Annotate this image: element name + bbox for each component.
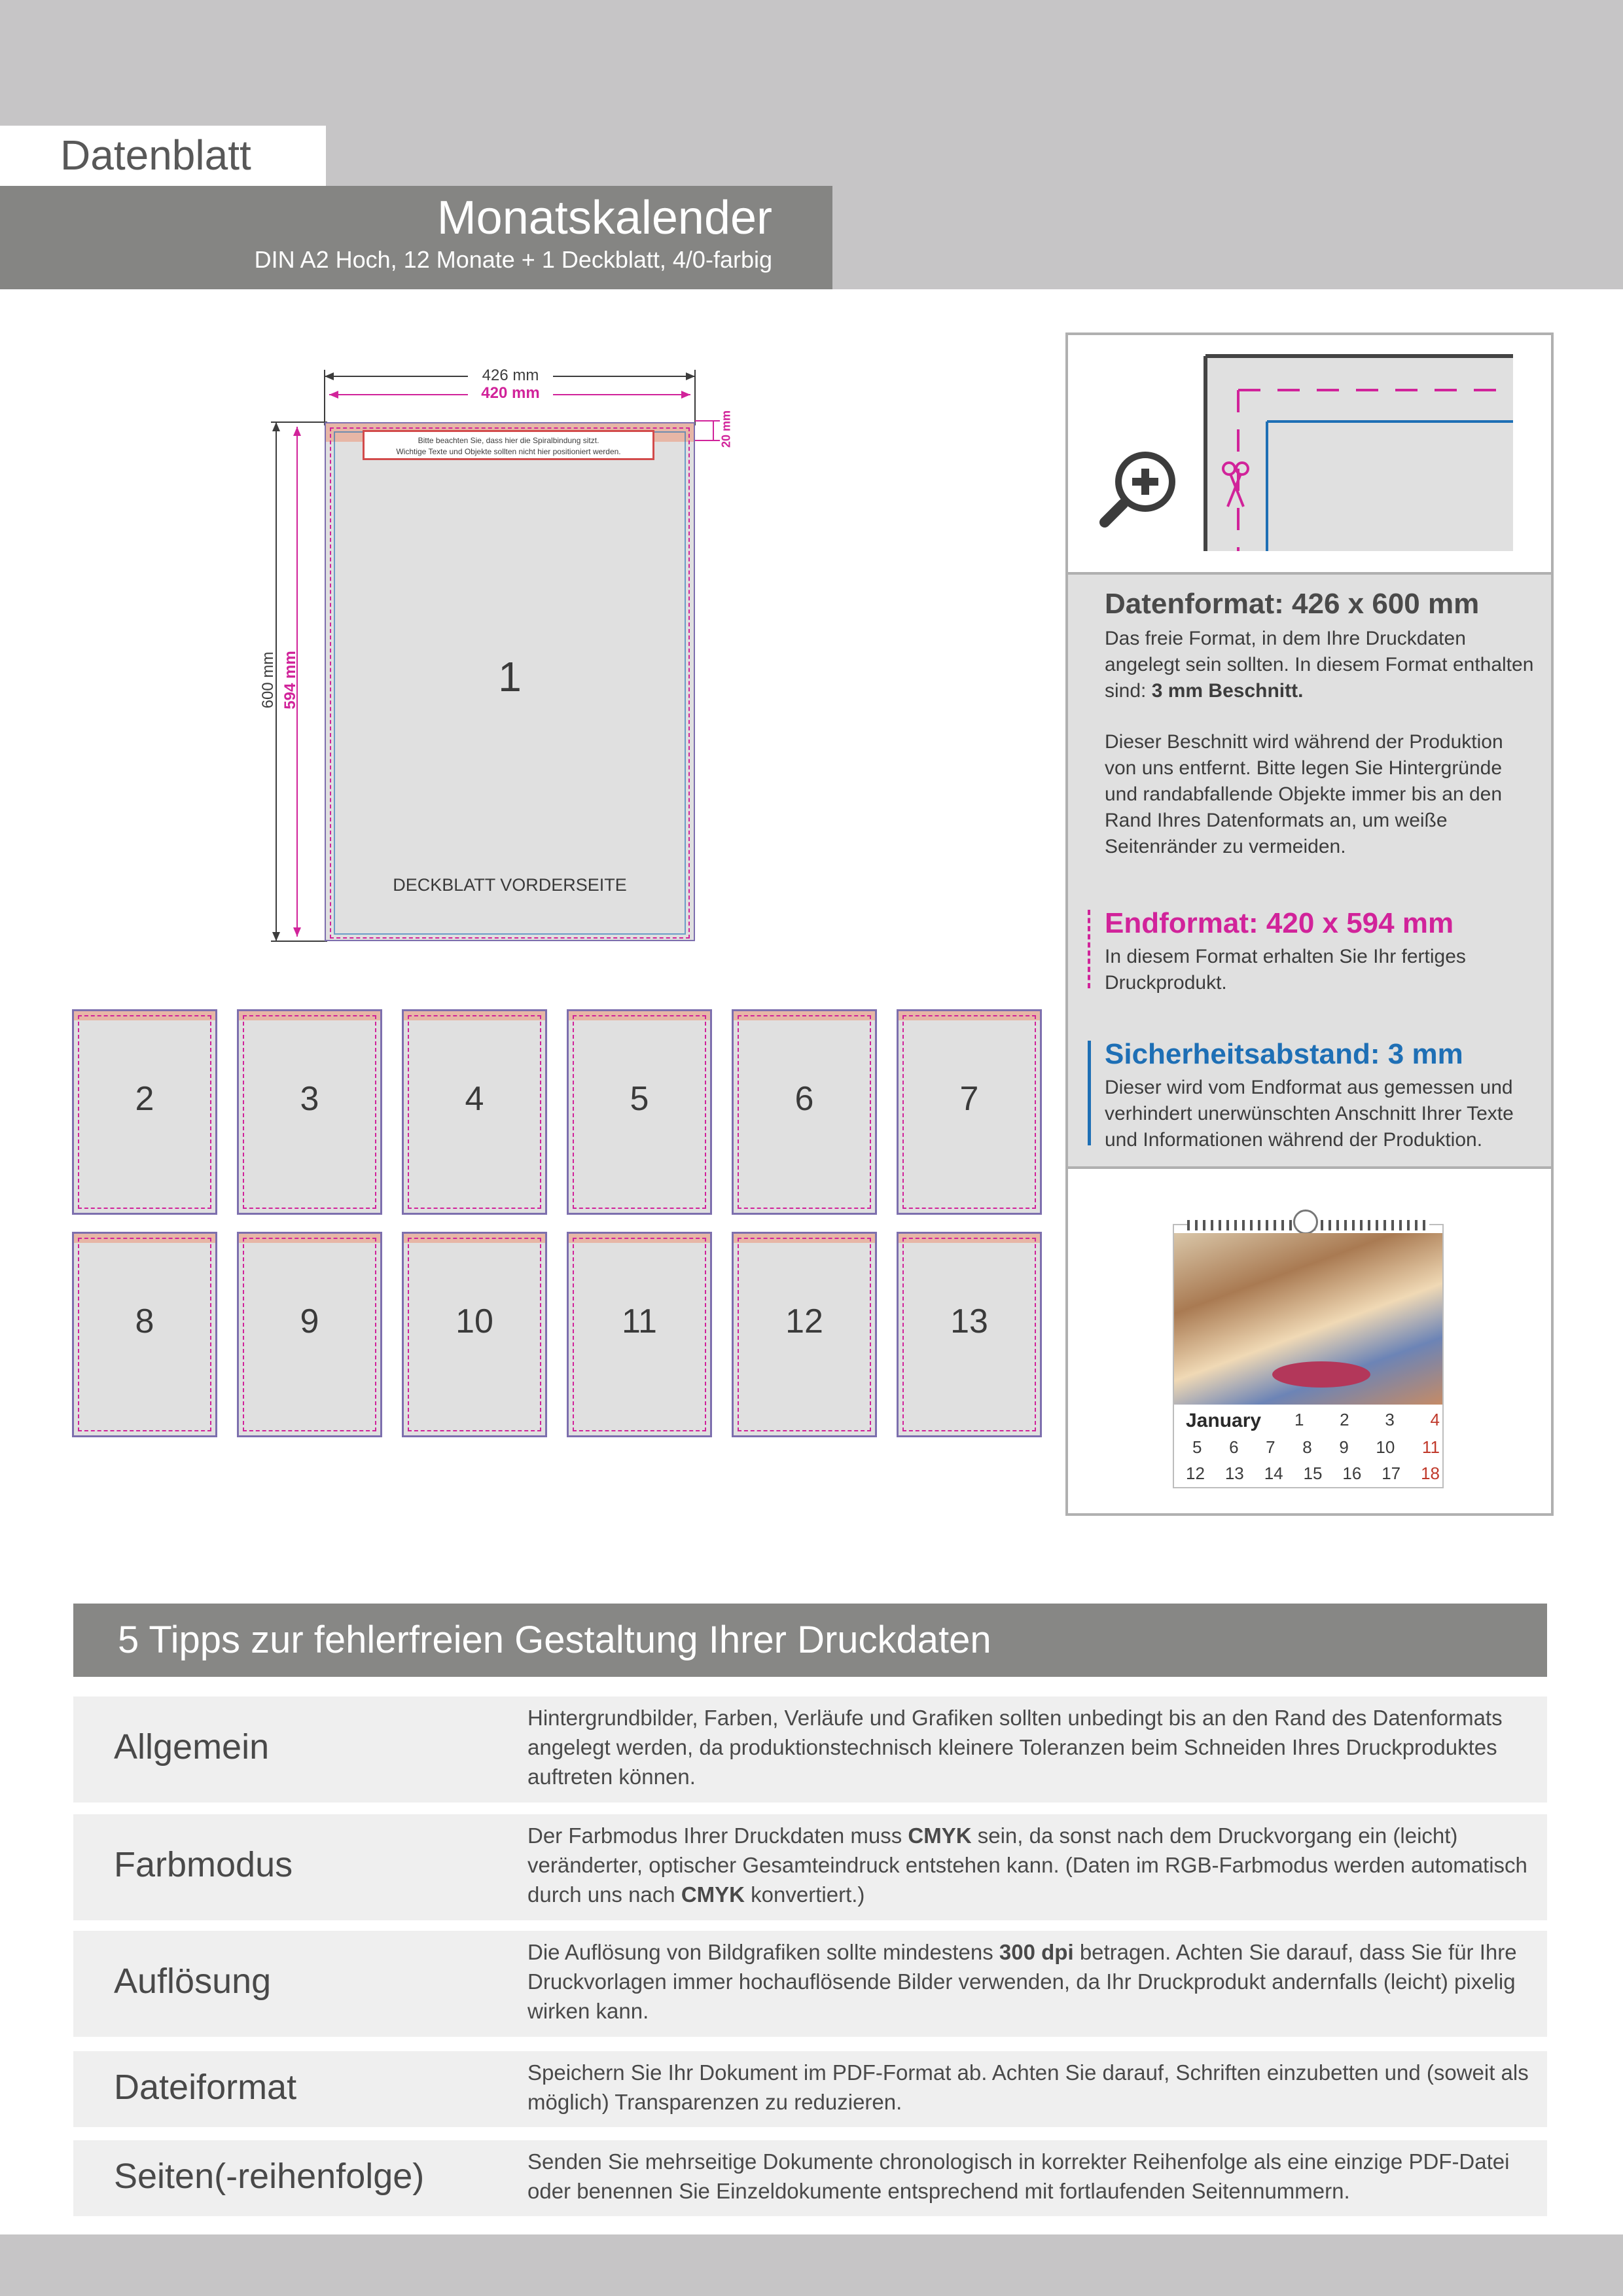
calendar-day: 16 [1342, 1463, 1362, 1483]
calendar-mockup [1173, 1224, 1444, 1488]
spiral-note-line2: Wichtige Texte und Objekte sollten nicht hier positioniert werden. [396, 447, 621, 456]
tip-row-allgemein [73, 1696, 1547, 1803]
calendar-day: 9 [1339, 1437, 1349, 1457]
calendar-day: 15 [1303, 1463, 1323, 1483]
width-data-label: 426 mm [482, 367, 539, 384]
photo-bowl [1272, 1361, 1370, 1388]
datenformat-title: Datenformat: 426 x 600 mm [1105, 588, 1480, 620]
tip-row-farbmodus [73, 1814, 1547, 1920]
tip-text: Hintergrundbilder, Farben, Verläufe und Grafiken sollten unbedingt bis an den Rand des Datenformats angelegt werden, da produktionstechnisch kleinere Toleranzen beim Schneiden Ihres Druckproduktes auftreten können. [527, 1706, 1503, 1789]
calendar-day: 6 [1229, 1437, 1239, 1457]
tip-text [527, 1821, 1529, 1909]
tip-text-bold: CMYK [681, 1882, 745, 1907]
page-number: 4 [465, 1080, 484, 1118]
tip-text-part: betragen. Achten Sie darauf, dass Sie für Ihre Druckvorlagen immer hochauflösende Bilder verwenden, da Ihr Druckprodukt andernfalls (leicht) pixelig wirken kann. [527, 1940, 1517, 2023]
calendar-day: 11 [1421, 1437, 1440, 1457]
cover-label: DECKBLATT VORDERSEITE [393, 875, 627, 895]
datenblatt-label: Datenblatt [60, 132, 251, 179]
family-photo [1174, 1233, 1442, 1405]
page-number: 9 [300, 1302, 319, 1340]
format-info [1068, 575, 1551, 1169]
sicherheit-text: Dieser wird vom Endformat aus gemessen und verhindert unerwünschten Anschnitt Ihrer Texte und Informationen während der Produktion. [1105, 1077, 1514, 1151]
calendar-row3 [1186, 1463, 1440, 1484]
page-number: 2 [135, 1080, 154, 1118]
page-number: 3 [300, 1080, 319, 1118]
tip-row-dateiformat [73, 2051, 1547, 2127]
tip-label: Auflösung [114, 1962, 272, 2001]
month-page [72, 1232, 217, 1437]
month-page [897, 1232, 1042, 1437]
tip-text: Speichern Sie Ihr Dokument im PDF-Format ab. Achten Sie darauf, Schriften einzubetten und (soweit als möglich) Transparenzen zu reduzieren. [527, 2060, 1529, 2114]
datenformat-bold: 3 mm Beschnitt. [1151, 680, 1304, 702]
tip-text: Senden Sie mehrseitige Dokumente chronologisch in korrekter Reihenfolge als eine einzige PDF-Datei oder benennen Sie Einzeldokumente entsprechend mit fortlaufenden Seitennummern. [527, 2149, 1510, 2203]
scissors-icon [1221, 459, 1250, 512]
calendar-day: 10 [1376, 1437, 1395, 1457]
tips-heading: 5 Tipps zur fehlerfreien Gestaltung Ihrer Druckdaten [118, 1619, 991, 1661]
sicherheit-marker [1088, 1041, 1091, 1145]
page-number: 6 [794, 1080, 814, 1118]
calendar-day: 4 [1430, 1410, 1440, 1429]
calendar-day: 13 [1224, 1463, 1244, 1483]
tip-row-seiten [73, 2140, 1547, 2216]
height-final-label: 594 mm [281, 651, 299, 709]
page-title: Monatskalender [437, 192, 772, 244]
month-pages-grid [72, 1009, 1041, 1439]
month-page [402, 1009, 547, 1215]
cover-page [325, 422, 695, 941]
datenformat-text1: Das freie Format, in dem Ihre Druckdaten angelegt sein sollten. In diesem Format enthalten sind: [1105, 628, 1534, 702]
page-subtitle: DIN A2 Hoch, 12 Monate + 1 Deckblatt, 4/0-farbig [254, 246, 772, 273]
tip-text-bold: CMYK [908, 1823, 972, 1848]
calendar-day: 17 [1382, 1463, 1401, 1483]
tip-label: Farbmodus [114, 1845, 293, 1884]
tip-label: Dateiformat [114, 2068, 297, 2107]
page-number: 11 [622, 1302, 657, 1340]
hanger-ring [1293, 1210, 1318, 1234]
tip-text [527, 1937, 1529, 2026]
width-final-label: 420 mm [481, 384, 540, 402]
page-number: 8 [135, 1302, 154, 1340]
endformat-title: Endformat: 420 x 594 mm [1105, 907, 1454, 939]
datenformat-text [1105, 626, 1537, 704]
calendar-row1 [1294, 1410, 1440, 1430]
zoom-detail [1068, 335, 1551, 575]
calendar-day: 12 [1186, 1463, 1205, 1483]
tip-text-part: sein, da sonst nach dem Druckvorgang ein (leicht) veränderter, optischer Gesamteindruck entstehen kann. (Daten im RGB-Farbmodus werden automatisch durch uns nach [527, 1823, 1527, 1907]
datenformat-text2: Dieser Beschnitt wird während der Produktion von uns entfernt. Bitte legen Sie Hintergründe und randabfallende Objekte immer bis an den Rand Ihres Datenformats an, um weiße Seitenränder zu vermeiden. [1105, 731, 1503, 857]
page-number: 10 [455, 1302, 493, 1340]
month-page [567, 1009, 712, 1215]
calendar-day: 3 [1385, 1410, 1395, 1429]
month-page [402, 1232, 547, 1437]
footer-band [0, 2234, 1623, 2296]
title-bar [0, 186, 832, 289]
page-number: 13 [950, 1302, 988, 1340]
tip-text-part: Die Auflösung von Bildgrafiken sollte mindestens [527, 1940, 993, 1964]
calendar-day: 2 [1340, 1410, 1349, 1429]
month-page [732, 1232, 877, 1437]
calendar-row2 [1192, 1437, 1440, 1458]
height-data-label: 600 mm [259, 651, 277, 709]
month-page [567, 1232, 712, 1437]
calendar-preview [1068, 1169, 1551, 1513]
month-page [72, 1009, 217, 1215]
page-number: 12 [785, 1302, 823, 1340]
endformat-text: In diesem Format erhalten Sie Ihr fertiges Druckprodukt. [1105, 946, 1466, 994]
page-number: 7 [959, 1080, 979, 1118]
cover-number: 1 [498, 653, 522, 700]
spiral-note-line1: Bitte beachten Sie, dass hier die Spiralbindung sitzt. [418, 436, 599, 445]
tip-text-bold: 300 dpi [999, 1940, 1074, 1964]
tip-label: Allgemein [114, 1727, 270, 1767]
month-page [237, 1232, 382, 1437]
calendar-day: 14 [1264, 1463, 1283, 1483]
month-page [237, 1009, 382, 1215]
month-page [732, 1009, 877, 1215]
cover-diagram [259, 363, 759, 952]
page-number: 5 [630, 1080, 649, 1118]
tip-row-aufloesung [73, 1931, 1547, 2037]
spiral-gap-label: 20 mm [719, 410, 733, 448]
calendar-day: 1 [1294, 1410, 1304, 1429]
calendar-month: January [1186, 1410, 1262, 1431]
tip-text-part: Der Farbmodus Ihrer Druckdaten muss [527, 1823, 902, 1848]
calendar-day: 8 [1302, 1437, 1312, 1457]
tip-label: Seiten(-reihenfolge) [114, 2157, 425, 2196]
tip-text-part: konvertiert.) [751, 1882, 865, 1907]
sicherheit-title: Sicherheitsabstand: 3 mm [1105, 1038, 1463, 1070]
tips-heading-bar [73, 1604, 1547, 1677]
info-panel [1065, 332, 1554, 1516]
spiral-note [363, 430, 654, 460]
month-page [897, 1009, 1042, 1215]
magnifier-plus-icon [1098, 445, 1183, 530]
calendar-day: 7 [1266, 1437, 1275, 1457]
calendar-day: 5 [1192, 1437, 1202, 1457]
endformat-marker [1088, 910, 1090, 988]
calendar-day: 18 [1421, 1463, 1440, 1483]
datenblatt-tab [0, 126, 326, 186]
